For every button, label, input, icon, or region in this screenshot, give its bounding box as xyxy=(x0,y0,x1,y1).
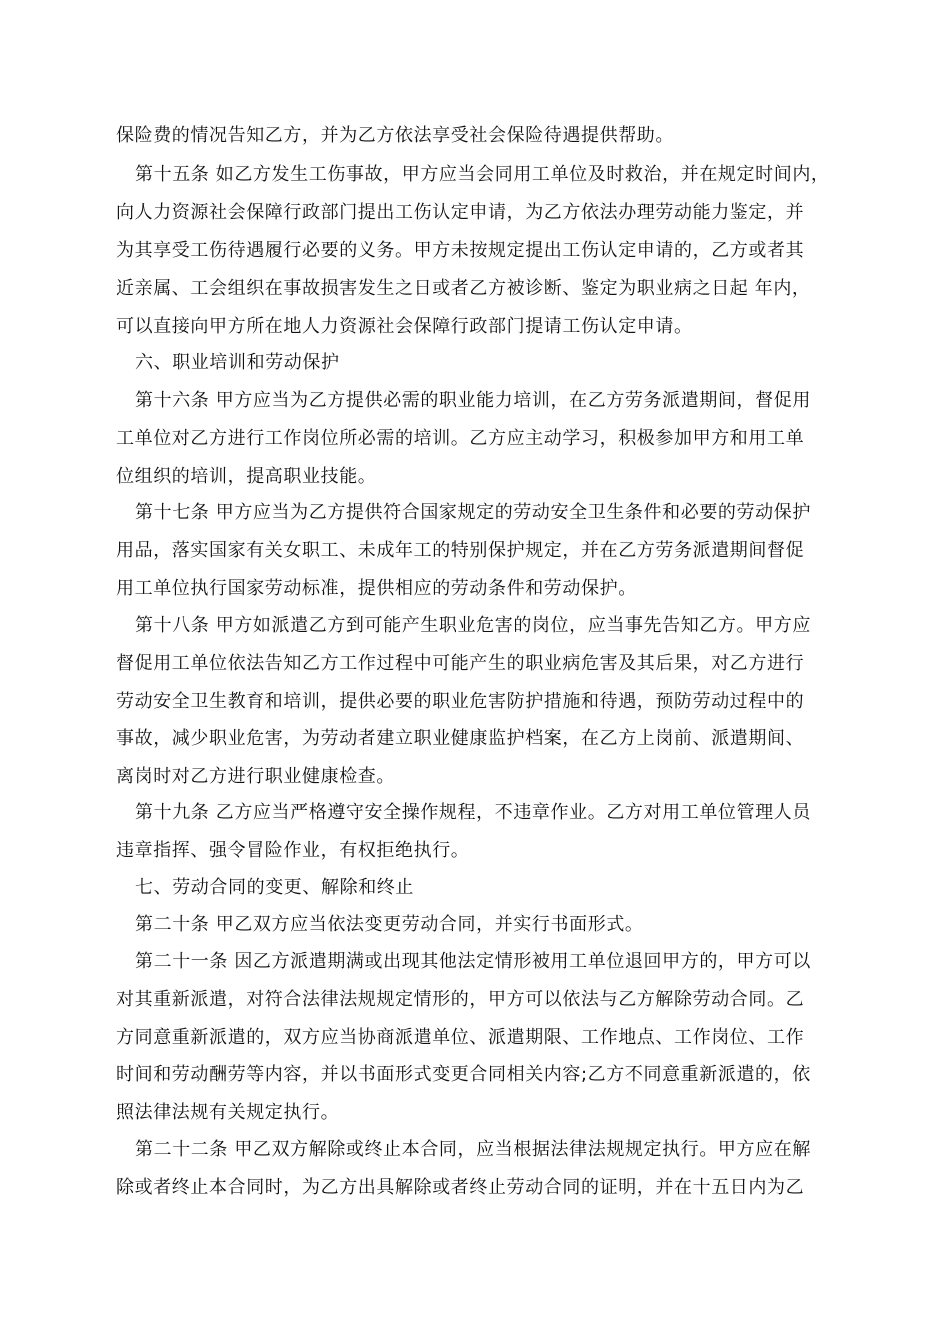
text-line: 违章指挥、强令冒险作业，有权拒绝执行。 xyxy=(116,840,470,861)
text-line: 位组织的培训，提高职业技能。 xyxy=(116,466,377,487)
text-line: 第二十条 甲乙双方应当依法变更劳动合同，并实行书面形式。 xyxy=(135,914,644,935)
text-line: 用工单位执行国家劳动标准，提供相应的劳动条件和劳动保护。 xyxy=(116,578,637,599)
text-line: 方同意重新派遣的，双方应当协商派遣单位、派遣期限、工作地点、工作岗位、工作 xyxy=(116,1027,805,1048)
text-line: 照法律法规有关规定执行。 xyxy=(116,1102,340,1123)
text-line: 第十六条 甲方应当为乙方提供必需的职业能力培训，在乙方劳务派遣期间，督促用 xyxy=(135,390,811,411)
text-line: 劳动安全卫生教育和培训，提供必要的职业危害防护措施和待遇，预防劳动过程中的 xyxy=(116,691,805,712)
text-line: 第二十一条 因乙方派遣期满或出现其他法定情形被用工单位退回甲方的，甲方可以 xyxy=(135,951,811,972)
text-line: 第十五条 如乙方发生工伤事故，甲方应当会同用工单位及时救治，并在规定时间内， xyxy=(135,164,830,185)
text-line: 督促用工单位依法告知乙方工作过程中可能产生的职业病危害及其后果，对乙方进行 xyxy=(116,653,805,674)
text-line: 第十八条 甲方如派遣乙方到可能产生职业危害的岗位，应当事先告知乙方。甲方应 xyxy=(135,615,811,636)
text-line: 用品，落实国家有关女职工、未成年工的特别保护规定，并在乙方劳务派遣期间督促 xyxy=(116,540,805,561)
text-line: 第二十二条 甲乙双方解除或终止本合同，应当根据法律法规规定执行。甲方应在解 xyxy=(135,1139,811,1160)
text-line: 第十九条 乙方应当严格遵守安全操作规程，不违章作业。乙方对用工单位管理人员 xyxy=(135,802,811,823)
section-heading: 六、职业培训和劳动保护 xyxy=(135,352,340,373)
text-line: 除或者终止本合同时，为乙方出具解除或者终止劳动合同的证明，并在十五日内为乙 xyxy=(116,1177,805,1198)
section-heading: 七、劳动合同的变更、解除和终止 xyxy=(135,877,414,898)
text-line: 工单位对乙方进行工作岗位所必需的培训。乙方应主动学习，积极参加甲方和用工单 xyxy=(116,428,805,449)
text-line: 保险费的情况告知乙方，并为乙方依法享受社会保险待遇提供帮助。 xyxy=(116,125,674,146)
text-line: 向人力资源社会保障行政部门提出工伤认定申请，为乙方依法办理劳动能力鉴定，并 xyxy=(116,202,805,223)
text-line: 近亲属、工会组织在事故损害发生之日或者乙方被诊断、鉴定为职业病之日起 年内， xyxy=(116,278,811,299)
text-line: 对其重新派遣，对符合法律法规规定情形的，甲方可以依法与乙方解除劳动合同。乙 xyxy=(116,989,805,1010)
text-line: 第十七条 甲方应当为乙方提供符合国家规定的劳动安全卫生条件和必要的劳动保护 xyxy=(135,502,811,523)
text-line: 为其享受工伤待遇履行必要的义务。甲方未按规定提出工伤认定申请的，乙方或者其 xyxy=(116,240,805,261)
text-line: 可以直接向甲方所在地人力资源社会保障行政部门提请工伤认定申请。 xyxy=(116,316,693,337)
text-line: 时间和劳动酬劳等内容，并以书面形式变更合同相关内容;乙方不同意重新派遣的，依 xyxy=(116,1064,811,1085)
text-line: 事故，减少职业危害，为劳动者建立职业健康监护档案，在乙方上岗前、派遣期间、 xyxy=(116,728,805,749)
text-line: 离岗时对乙方进行职业健康检查。 xyxy=(116,766,395,787)
